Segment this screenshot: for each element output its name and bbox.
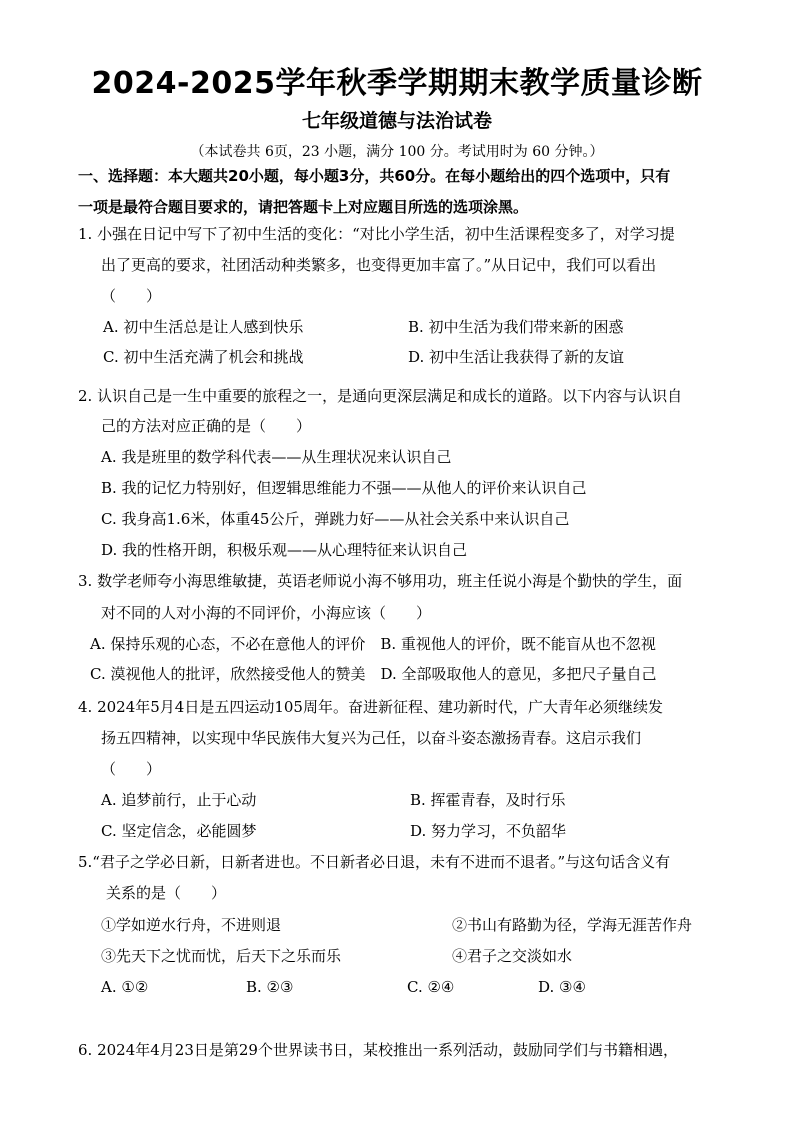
q1-answer-paren: （ ）	[101, 287, 162, 305]
q4-option-a: A. 追梦前行，止于心动	[101, 791, 257, 809]
q5-option-a: A. ①②	[101, 978, 149, 996]
q1-option-d: D. 初中生活让我获得了新的友谊	[408, 348, 625, 366]
q5-statement-4: ④君子之交淡如水	[452, 947, 573, 965]
q4-option-d: D. 努力学习，不负韶华	[410, 822, 567, 840]
exam-subtitle: 七年级道德与法治试卷	[301, 110, 492, 132]
q3-stem-line-1: 3. 数学老师夸小海思维敏捷，英语老师说小海不够用功，班主任说小海是个勤快的学生，面	[78, 572, 683, 590]
q1-option-a: A. 初中生活总是让人感到快乐	[103, 318, 304, 336]
q2-option-d: D. 我的性格开朗，积极乐观——从心理特征来认识自己	[101, 541, 468, 559]
exam-title: 2024-2025学年秋季学期期末教学质量诊断	[91, 66, 703, 101]
q3-options-cd: C. 漠视他人的批评，欣然接受他人的赞美 D. 全部吸取他人的意见，多把尺子量自己	[90, 665, 657, 683]
q5-statement-3: ③先天下之忧而忧，后天下之乐而乐	[101, 947, 342, 965]
q4-stem-line-2: 扬五四精神，以实现中华民族伟大复兴为己任，以奋斗姿态激扬青春。这启示我们	[101, 729, 642, 747]
q4-option-c: C. 坚定信念，必能圆梦	[101, 822, 257, 840]
q2-option-a: A. 我是班里的数学科代表——从生理状况来认识自己	[101, 448, 452, 466]
q3-stem-line-2: 对不同的人对小海的不同评价，小海应该（ ）	[101, 604, 432, 622]
q2-stem-line-2: 己的方法对应正确的是（ ）	[101, 417, 312, 435]
q5-option-d: D. ③④	[538, 978, 586, 996]
q5-statement-2: ②书山有路勤为径，学海无涯苦作舟	[452, 916, 693, 934]
q2-option-c: C. 我身高1.6米，体重45公斤，弹跳力好——从社会关系中来认识自己	[101, 510, 570, 528]
q5-option-b: B. ②③	[246, 978, 294, 996]
exam-note: （本试卷共 6页，23 小题，满分 100 分。考试用时为 60 分钟。）	[190, 144, 604, 160]
q4-option-b: B. 挥霍青春，及时行乐	[410, 791, 566, 809]
q1-stem-line-1: 1. 小强在日记中写下了初中生活的变化：“对比小学生活，初中生活课程变多了，对学习提	[78, 225, 675, 243]
q3-options-ab: A. 保持乐观的心态，不必在意他人的评价 B. 重视他人的评价，既不能盲从也不忽视	[90, 635, 656, 653]
q5-stem-line-1: 5.“君子之学必日新，日新者进也。不日新者必日退，未有不进而不退者。”与这句话含义有	[78, 853, 671, 871]
q2-stem-line-1: 2. 认识自己是一生中重要的旅程之一，是通向更深层满足和成长的道路。以下内容与认识自	[78, 387, 683, 405]
q5-statement-1: ①学如逆水行舟，不进则退	[101, 916, 282, 934]
section-instruction-line-1: 一、选择题：本大题共20小题，每小题3分，共60分。在每小题给出的四个选项中，只有	[78, 167, 671, 185]
q1-option-c: C. 初中生活充满了机会和挑战	[103, 348, 304, 366]
q2-option-b: B. 我的记忆力特别好，但逻辑思维能力不强——从他人的评价来认识自己	[101, 479, 587, 497]
q5-stem-line-2: 关系的是（ ）	[106, 884, 227, 902]
q6-stem-line-1: 6. 2024年4月23日是第29个世界读书日，某校推出一系列活动，鼓励同学们与书籍相遇，	[78, 1041, 678, 1059]
q5-option-c: C. ②④	[407, 978, 455, 996]
q1-option-b: B. 初中生活为我们带来新的困惑	[408, 318, 624, 336]
q4-stem-line-1: 4. 2024年5月4日是五四运动105周年。奋进新征程、建功新时代，广大青年必须继续发	[78, 698, 663, 716]
q1-stem-line-2: 出了更高的要求，社团活动种类繁多，也变得更加丰富了。”从日记中，我们可以看出	[101, 256, 657, 274]
q4-answer-paren: （ ）	[101, 760, 162, 778]
section-instruction-line-2: 一项是最符合题目要求的，请把答题卡上对应题目所选的选项涂黑。	[78, 198, 529, 216]
